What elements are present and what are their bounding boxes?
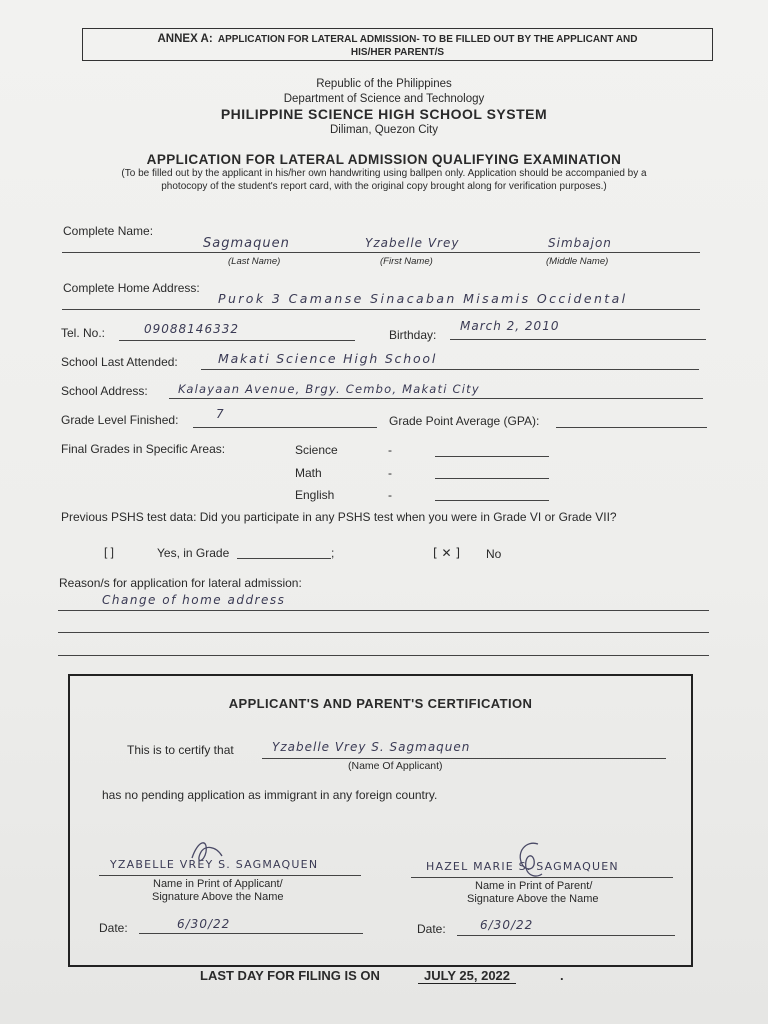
middle-name-caption: (Middle Name) (546, 256, 609, 267)
applicant-date-value[interactable]: 6/30/22 (177, 917, 231, 931)
home-address-value[interactable]: Purok 3 Camanse Sinacaban Misamis Occidental (218, 291, 628, 306)
parent-signature-line (411, 877, 673, 878)
home-address-label: Complete Home Address: (63, 281, 200, 295)
name-line (62, 252, 700, 253)
birthday-line (450, 339, 706, 340)
tel-label: Tel. No.: (61, 326, 106, 340)
math-dash: - (388, 466, 392, 480)
school-address-value[interactable]: Kalayaan Avenue, Brgy. Cembo, Makati City (178, 382, 480, 396)
subject-english: English (295, 488, 335, 502)
applicant-date-label: Date: (99, 921, 128, 935)
science-dash: - (388, 443, 392, 457)
grade-line (193, 427, 377, 428)
no-label: No (486, 547, 502, 561)
certify-text: This is to certify that (127, 743, 234, 757)
form-title: APPLICATION FOR LATERAL ADMISSION QUALIFYING EXAMINATION (146, 152, 622, 167)
parent-date-label: Date: (417, 922, 446, 936)
applicant-signature-line (99, 875, 361, 876)
middle-name-value[interactable]: Simbajon (548, 236, 612, 250)
annex-lead: ANNEX A: (157, 33, 213, 45)
applicant-date-line (139, 933, 363, 934)
annex-title-line2: HIS/HER PARENT/S (350, 47, 445, 58)
first-name-caption: (First Name) (380, 256, 433, 267)
school-line (201, 369, 699, 370)
applicant-name-line (262, 758, 666, 759)
department-text: Department of Science and Technology (283, 93, 485, 105)
pshs-question: Previous PSHS test data: Did you participate in any PSHS test when you were in Grade VI or Grade VII? (61, 510, 617, 524)
reason-label: Reason/s for application for lateral admission: (59, 576, 302, 590)
gpa-line[interactable] (556, 427, 707, 428)
instructions-line2: photocopy of the student's report card, with the original copy brought along for verification purposes.) (161, 181, 607, 192)
no-checkbox[interactable]: [ ✕ ] (433, 546, 461, 560)
school-label: School Last Attended: (61, 355, 178, 369)
subject-science: Science (295, 443, 338, 457)
birthday-value[interactable]: March 2, 2010 (460, 319, 560, 333)
certification-title: APPLICANT'S AND PARENT'S CERTIFICATION (228, 696, 533, 711)
first-name-value[interactable]: Yzabelle Vrey (365, 236, 460, 250)
footer-period: . (560, 968, 564, 983)
math-grade-line[interactable] (435, 478, 549, 479)
applicant-name-value[interactable]: Yzabelle Vrey S. Sagmaquen (272, 740, 471, 754)
last-name-caption: (Last Name) (228, 256, 281, 267)
reason-line-3[interactable] (58, 655, 709, 656)
instructions-line1: (To be filled out by the applicant in his/her own handwriting using ballpen only. Application should be accompanied by a (121, 168, 647, 179)
english-grade-line[interactable] (435, 500, 549, 501)
english-dash: - (388, 488, 392, 502)
tel-line (119, 340, 355, 341)
birthday-label: Birthday: (389, 328, 437, 342)
applicant-caption-1: Name in Print of Applicant/ (153, 878, 283, 890)
applicant-signature (188, 836, 226, 870)
complete-name-label: Complete Name: (63, 224, 154, 238)
reason-value[interactable]: Change of home address (102, 593, 286, 607)
yes-label: Yes, in Grade (157, 546, 230, 560)
last-day-text: LAST DAY FOR FILING IS ON (200, 968, 380, 983)
reason-line-2[interactable] (58, 632, 709, 633)
parent-date-value[interactable]: 6/30/22 (480, 918, 534, 932)
republic-text: Republic of the Philippines (316, 78, 452, 90)
parent-caption-1: Name in Print of Parent/ (475, 880, 593, 892)
yes-semicolon: ; (331, 546, 335, 560)
last-day-date: JULY 25, 2022 (418, 968, 516, 984)
subject-math: Math (295, 466, 322, 480)
parent-caption-2: Signature Above the Name (467, 893, 599, 905)
applicant-print-name[interactable]: YZABELLE VREY S. SAGMAQUEN (110, 858, 319, 871)
school-address-label: School Address: (61, 384, 148, 398)
yes-checkbox[interactable]: [ ] (104, 545, 115, 559)
last-name-value[interactable]: Sagmaquen (203, 236, 290, 251)
science-grade-line[interactable] (435, 456, 549, 457)
school-value[interactable]: Makati Science High School (218, 351, 438, 366)
certification-box (68, 674, 693, 967)
parent-print-name[interactable]: HAZEL MARIE S. SAGMAQUEN (426, 860, 619, 873)
gpa-label: Grade Point Average (GPA): (389, 414, 540, 428)
parent-date-line (457, 935, 675, 936)
immigrant-statement: has no pending application as immigrant in any foreign country. (102, 788, 438, 802)
applicant-caption-2: Signature Above the Name (152, 891, 284, 903)
annex-title-line1: APPLICATION FOR LATERAL ADMISSION- TO BE FILLED OUT BY THE APPLICANT AND (217, 34, 638, 45)
school-address-line (169, 398, 703, 399)
final-grades-label: Final Grades in Specific Areas: (61, 442, 226, 456)
parent-signature (512, 838, 546, 880)
location-text: Diliman, Quezon City (329, 124, 438, 136)
address-line (62, 309, 700, 310)
annex-header-box (82, 28, 713, 61)
tel-value[interactable]: 09088146332 (144, 322, 239, 336)
grade-level-label: Grade Level Finished: (61, 413, 179, 427)
yes-grade-line[interactable] (237, 558, 331, 559)
applicant-name-caption: (Name Of Applicant) (348, 760, 443, 772)
reason-line-1[interactable] (58, 610, 709, 611)
school-system-title: PHILIPPINE SCIENCE HIGH SCHOOL SYSTEM (220, 106, 548, 122)
grade-value[interactable]: 7 (216, 407, 225, 421)
